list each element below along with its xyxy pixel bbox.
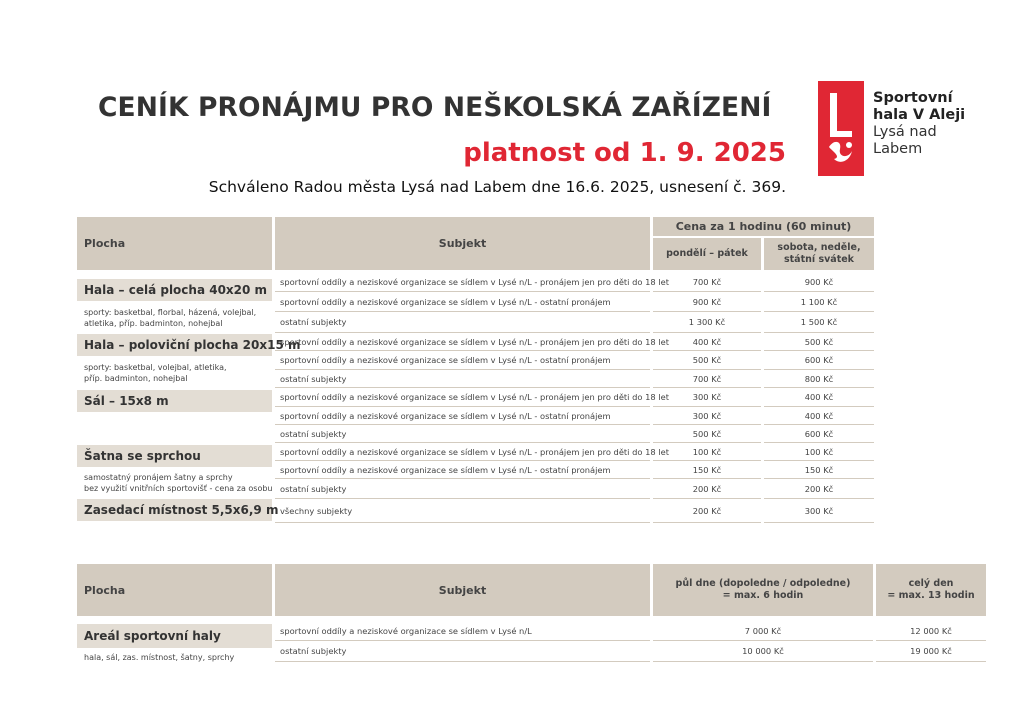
t1-row-2-2-weekday: 500 Kč: [653, 425, 761, 443]
t2-row-0-subject: sportovní oddíly a neziskové organizace se sídlem v Lysé n/L: [275, 621, 650, 641]
t1-header-weekday-label: pondělí – pátek: [666, 248, 748, 259]
logo-line-2: hala V Aleji: [873, 107, 966, 123]
t1-row-4-0-weekend: 300 Kč: [764, 499, 874, 523]
t1-row-3-1-subject: sportovní oddíly a neziskové organizace se sídlem v Lysé n/L - ostatní pronájem: [275, 461, 650, 479]
t1-header-weekend-line1: sobota, neděle,: [777, 242, 861, 253]
validity-date: platnost od 1. 9. 2025: [463, 138, 786, 168]
t1-row-3-1-weekend: 150 Kč: [764, 461, 874, 479]
t1-header-weekday: [653, 238, 761, 270]
t1-row-0-0-weekday: 700 Kč: [653, 272, 761, 292]
t1-row-3-1-weekday: 150 Kč: [653, 461, 761, 479]
t1-row-1-2-weekday: 700 Kč: [653, 370, 761, 388]
t1-header-price-label: Cena za 1 hodinu (60 minut): [675, 220, 852, 233]
t1-row-3-2-weekday: 200 Kč: [653, 479, 761, 499]
t1-row-1-2-subject: ostatní subjekty: [275, 370, 650, 388]
t1-row-0-1-weekday: 900 Kč: [653, 292, 761, 312]
t2-plocha-areal: Areál sportovní haly: [77, 624, 272, 648]
t1-plocha-hala-cela-desc: [84, 307, 256, 329]
t1-header-price: [653, 217, 874, 236]
t1-row-4-0-weekday: 200 Kč: [653, 499, 761, 523]
t1-row-0-2-weekday: 1 300 Kč: [653, 312, 761, 333]
t2-header-half-line2: = max. 6 hodin: [722, 590, 804, 601]
t1-plocha-sal: Sál – 15x8 m: [77, 390, 272, 412]
t1-plocha-satna: Šatna se sprchou: [77, 445, 272, 467]
t1-row-1-0-weekend: 500 Kč: [764, 333, 874, 351]
t1-row-1-0-weekday: 400 Kč: [653, 333, 761, 351]
t2-header-half-day: [653, 564, 873, 616]
t2-row-1-subject: ostatní subjekty: [275, 641, 650, 662]
t2-plocha-areal-desc: hala, sál, zas. místnost, šatny, sprchy: [84, 653, 235, 662]
t1-plocha-hala-cela-desc-2: atletika, příp. badminton, nohejbal: [84, 319, 223, 328]
t1-row-0-0-subject: sportovní oddíly a neziskové organizace se sídlem v Lysé n/L - pronájem jen pro děti do 18 let: [275, 272, 650, 292]
t1-plocha-satna-desc-1: samostatný pronájem šatny a sprchy: [84, 473, 233, 482]
t1-plocha-hala-polovicni: Hala – poloviční plocha 20x15 m: [77, 334, 272, 356]
t2-row-1-half: 10 000 Kč: [653, 641, 873, 662]
t1-header-weekend: [764, 238, 874, 270]
t2-row-0-half: 7 000 Kč: [653, 621, 873, 641]
t1-plocha-satna-desc: [84, 472, 273, 494]
t1-row-2-0-weekend: 400 Kč: [764, 388, 874, 407]
t2-header-plocha: [77, 564, 272, 616]
t1-row-3-2-weekend: 200 Kč: [764, 479, 874, 499]
t1-plocha-satna-desc-2: bez využití vnitřních sportovišť - cena za osobu: [84, 484, 273, 493]
t1-plocha-hala-polovicni-desc: [84, 362, 227, 384]
t1-plocha-hala-cela-desc-1: sporty: basketbal, florbal, házená, volejbal,: [84, 308, 257, 317]
page-title: CENÍK PRONÁJMU PRO NEŠKOLSKÁ ZAŘÍZENÍ: [98, 92, 772, 123]
t1-header-subjekt-label: Subjekt: [438, 237, 487, 250]
t1-header-plocha: [77, 217, 272, 270]
t1-row-2-0-subject: sportovní oddíly a neziskové organizace se sídlem v Lysé n/L - pronájem jen pro děti do 18 let: [275, 388, 650, 407]
t1-row-0-2-subject: ostatní subjekty: [275, 312, 650, 333]
logo-line-1: Sportovní: [873, 90, 953, 106]
logo-text: [873, 90, 965, 158]
t1-plocha-zasedaci: Zasedací místnost 5,5x6,9 m: [77, 499, 272, 521]
t1-row-2-2-weekend: 600 Kč: [764, 425, 874, 443]
t1-header-subjekt: [275, 217, 650, 270]
t1-row-4-0-subject: všechny subjekty: [275, 499, 650, 523]
t1-row-1-0-subject: sportovní oddíly a neziskové organizace se sídlem v Lysé n/L - pronájem jen pro děti do 18 let: [275, 333, 650, 351]
t1-row-3-0-weekday: 100 Kč: [653, 443, 761, 461]
t1-row-1-1-weekday: 500 Kč: [653, 351, 761, 370]
t1-row-0-1-subject: sportovní oddíly a neziskové organizace se sídlem v Lysé n/L - ostatní pronájem: [275, 292, 650, 312]
t1-row-0-2-weekend: 1 500 Kč: [764, 312, 874, 333]
t1-header-plocha-label: Plocha: [84, 237, 126, 250]
t1-row-3-0-subject: sportovní oddíly a neziskové organizace se sídlem v Lysé n/L - pronájem jen pro děti do 18 let: [275, 443, 650, 461]
t2-header-full-line2: = max. 13 hodin: [887, 590, 975, 601]
t1-row-1-2-weekend: 800 Kč: [764, 370, 874, 388]
t1-row-0-0-weekend: 900 Kč: [764, 272, 874, 292]
t2-header-full-day: [876, 564, 986, 616]
t1-plocha-hala-polovicni-desc-2: příp. badminton, nohejbal: [84, 374, 188, 383]
t1-row-2-0-weekday: 300 Kč: [653, 388, 761, 407]
t1-row-1-1-subject: sportovní oddíly a neziskové organizace se sídlem v Lysé n/L - ostatní pronájem: [275, 351, 650, 370]
t2-header-subjekt: [275, 564, 650, 616]
t2-row-1-full: 19 000 Kč: [876, 641, 986, 662]
logo-line-3: Lysá nad: [873, 124, 937, 140]
t1-row-2-1-weekday: 300 Kč: [653, 407, 761, 425]
t2-header-plocha-label: Plocha: [84, 583, 126, 597]
t2-header-subjekt-label: Subjekt: [438, 583, 487, 597]
t1-plocha-hala-polovicni-desc-1: sporty: basketbal, volejbal, atletika,: [84, 363, 227, 372]
t1-row-3-2-subject: ostatní subjekty: [275, 479, 650, 499]
t1-row-0-1-weekend: 1 100 Kč: [764, 292, 874, 312]
t1-row-3-0-weekend: 100 Kč: [764, 443, 874, 461]
approval-note: Schváleno Radou města Lysá nad Labem dne 16.6. 2025, usnesení č. 369.: [208, 178, 786, 196]
logo-line-4: Labem: [873, 141, 923, 157]
t1-row-1-1-weekend: 600 Kč: [764, 351, 874, 370]
logo-mark: [818, 81, 864, 176]
t1-plocha-hala-cela: Hala – celá plocha 40x20 m: [77, 279, 272, 301]
t1-row-2-2-subject: ostatní subjekty: [275, 425, 650, 443]
t2-header-full-line1: celý den: [908, 578, 954, 589]
t2-header-half-line1: půl dne (dopoledne / odpoledne): [675, 578, 851, 589]
logo-letter-icon: [818, 81, 864, 176]
t1-row-2-1-subject: sportovní oddíly a neziskové organizace se sídlem v Lysé n/L - ostatní pronájem: [275, 407, 650, 425]
t1-row-2-1-weekend: 400 Kč: [764, 407, 874, 425]
t2-row-0-full: 12 000 Kč: [876, 621, 986, 641]
t1-header-weekend-line2: státní svátek: [783, 254, 855, 265]
